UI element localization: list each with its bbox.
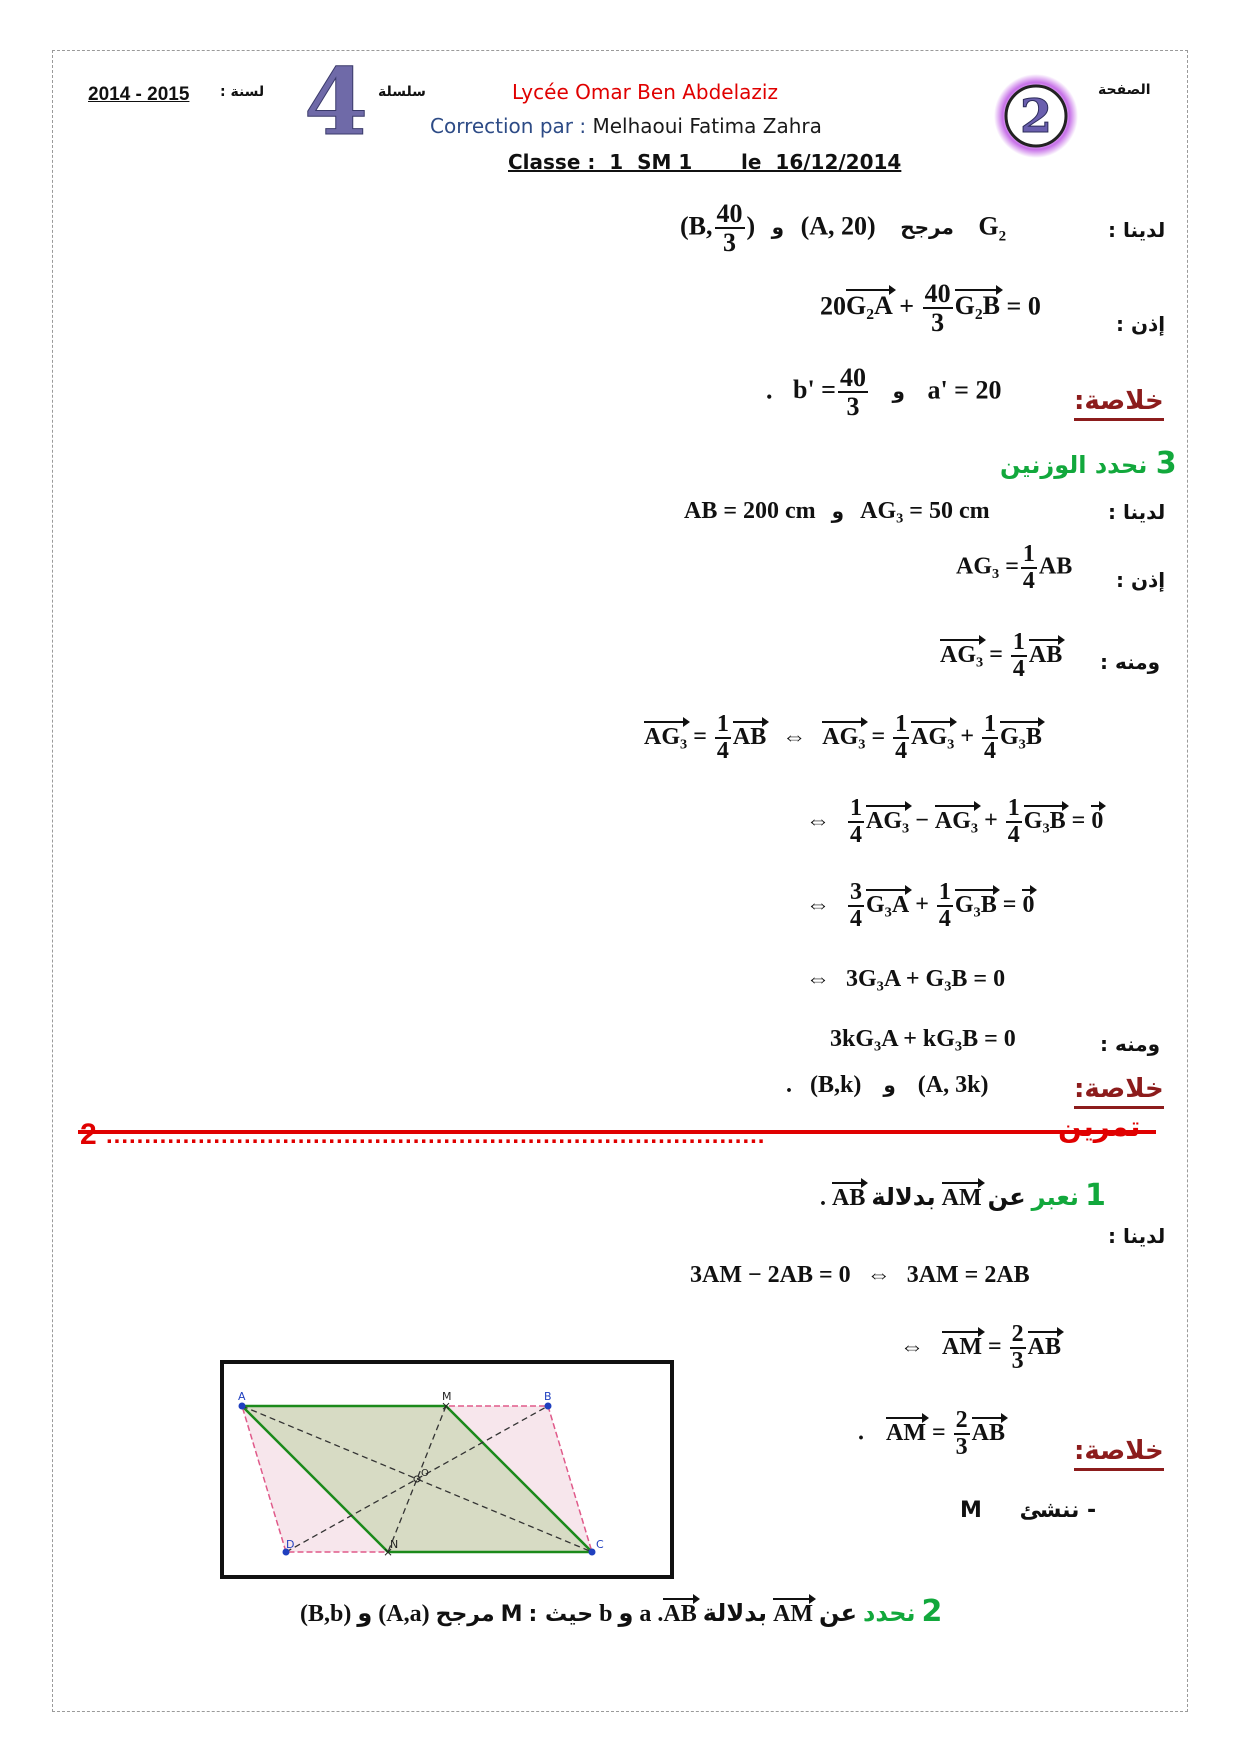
point-a [239,1403,246,1410]
g2-conclusion: . b' = $\frac{40}{3}$ و a' = 20 [766,363,1002,422]
svg-text:×: × [382,1545,394,1559]
section3-then-eq: AG₃ = $\frac{1}{4}$ AB [956,541,1073,595]
page-number-badge [992,72,1080,164]
year-label: لسنة : [220,84,265,100]
construct-line: - ننشئ M [960,1498,1097,1523]
ex2-eq-line-1: 3AM − 2AB = 0 ⇔ 3AM = 2AB [690,1262,1030,1288]
q1-heading: 1 نعبر عن AM بدلالة AB . [820,1178,1106,1213]
label-d: D [286,1538,295,1551]
ex2-conclusion-label: خلاصة: [1074,1436,1164,1471]
derivation-line-1: AG₃ = $\frac{1}{4}$ AB ⇔ AG₃ = $\frac{1}{4}$ AG₃ + $\frac{1}{4}$ G₃B [644,711,1042,765]
section3-given: AB = 200 cm و AG₃ = 50 cm [684,498,990,524]
g2-intro-label: لدينا : [1108,218,1166,242]
correction-line [430,114,822,138]
section3-hence-label: ومنه : [1100,650,1161,674]
ex2-eq-line-2: ⇔ AM = $\frac{2}{3}$ AB [900,1321,1062,1375]
label-n: N [390,1538,399,1551]
g2-conclusion-label: خلاصة: [1074,386,1164,421]
exercise-title: تمرين [1058,1110,1141,1143]
section3-hence2-label: ومنه : [1100,1032,1161,1056]
school-name: Lycée Omar Ben Abdelaziz [512,80,778,104]
exercise-number: 2 [80,1118,97,1151]
g2-then-label: إذن : [1116,312,1166,336]
section3-intro-label: لدينا : [1108,500,1166,524]
ex2-conclusion-eq: . AM = $\frac{2}{3}$ AB [858,1407,1006,1461]
section3-hence2-eq: 3kG₃A + kG₃B = 0 [830,1026,1016,1052]
page-label: الصفحة [1098,82,1151,98]
q2-heading: 2 نحدد عن AM بدلالة AB. a و b حيث : M مرجح (A,a) و (B,b) [300,1594,943,1629]
label-b: B [544,1390,552,1403]
label-c: C [596,1538,604,1551]
label-o: O [421,1468,429,1479]
series-label: سلسلة [378,84,426,100]
ex2-intro-label: لدينا : [1108,1224,1166,1248]
label-a: A [238,1390,246,1403]
derivation-line-2: ⇔ $\frac{1}{4}$ AG₃ − AG₃ + $\frac{1}{4}$ G₃B = 0 [806,795,1104,849]
correction-label: Correction par : [430,114,587,138]
svg-text:×: × [440,1399,452,1413]
page-number: 2 [1019,89,1053,143]
g2-equation: 20G₂A + $\frac{40}{3}$ G₂B = 0 [820,279,1041,338]
exercise-dots: ...................................................................................... [106,1122,766,1149]
section3-conclusion-label: خلاصة: [1074,1074,1164,1109]
section3-conclusion: . (B,k) و (A, 3k) [786,1072,989,1098]
section3-heading: 3 نحدد الوزنين [1000,446,1177,481]
point-b [545,1403,552,1410]
section3-hence-eq: AG₃ = $\frac{1}{4}$ AB [940,629,1063,683]
series-number-glyph: 4 [304,58,368,142]
series-number-logo [298,58,368,146]
section3-then-label: إذن : [1116,568,1166,592]
label-m: M [442,1390,452,1403]
school-year: 2014 - 2015 [88,84,190,105]
correction-name: Melhaoui Fatima Zahra [592,114,822,138]
geometry-figure [220,1360,674,1579]
class-line: Classe : 1 SM 1 le 16/12/2014 [508,150,902,174]
point-c [589,1549,596,1556]
derivation-line-3: ⇔ $\frac{3}{4}$ G₃A + $\frac{1}{4}$ G₃B = 0 [806,879,1035,933]
g2-statement: (B, $\frac{40}{3}$ ) و (A, 20) مرجح $G_2$ [680,199,1007,258]
derivation-line-4: ⇔ 3G₃A + G₃B = 0 [806,966,1006,992]
